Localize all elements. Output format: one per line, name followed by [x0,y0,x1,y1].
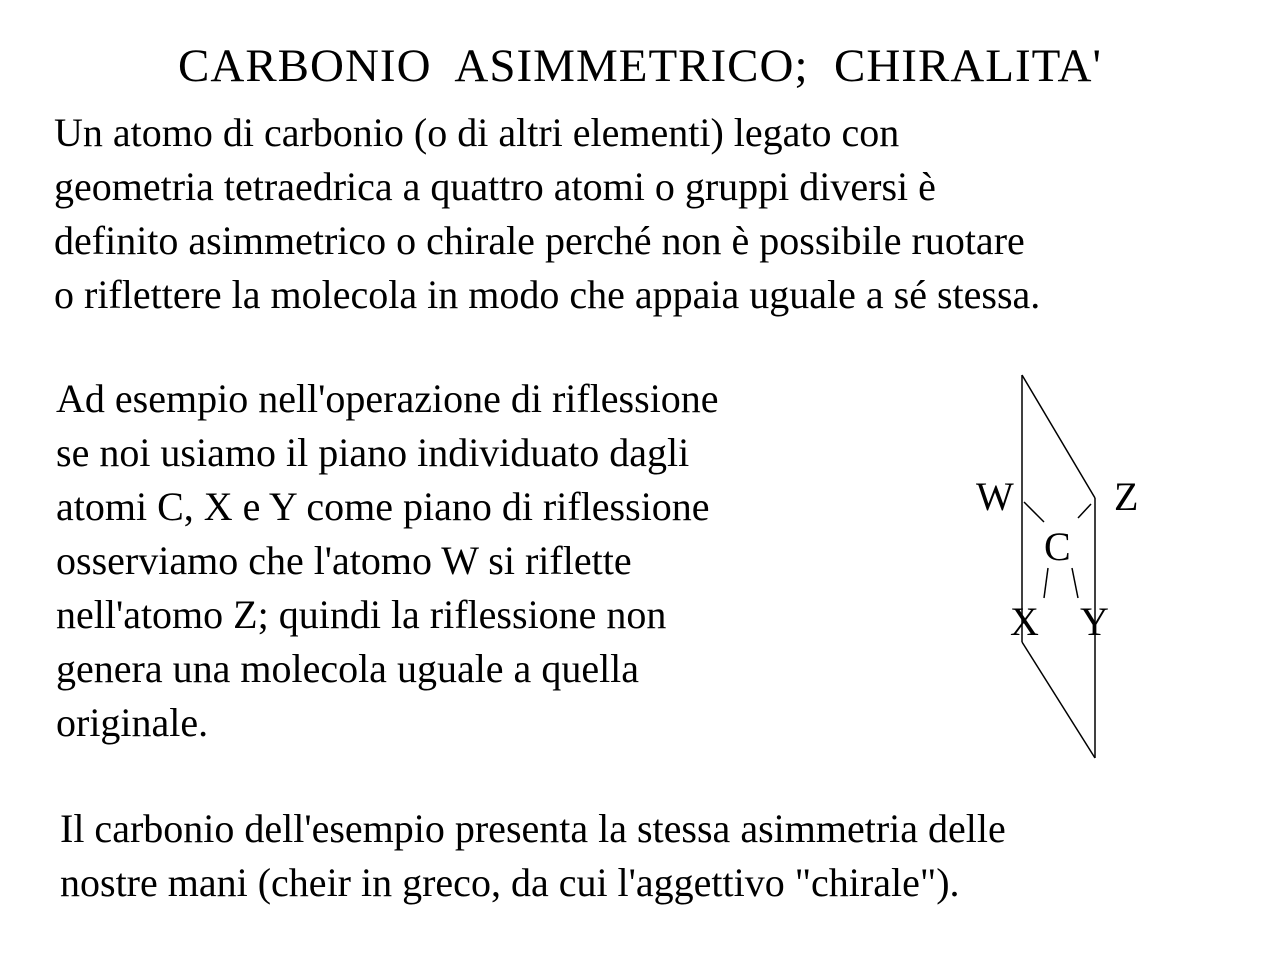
text-line: definito asimmetrico o chirale perché non è possibile ruotare [54,218,1025,263]
bond-c-y [1072,568,1078,598]
plane-edge-bottom [1022,642,1095,758]
text-line: genera una molecola uguale a quella [56,646,640,691]
text-line: geometria tetraedrica a quattro atomi o gruppi diversi è [54,164,936,209]
text-line: Il carbonio dell'esempio presenta la stessa asimmetria delle [60,806,1006,851]
bond-c-x [1044,568,1048,598]
atom-label-z: Z [1114,474,1139,519]
text-line: Un atomo di carbonio (o di altri elementi) legato con [54,110,900,155]
paragraph-hands-analogy [60,802,1006,910]
text-line: Ad esempio nell'operazione di riflessione [56,376,719,421]
atom-label-c: C [1044,524,1071,569]
paragraph-reflection-example [56,372,719,750]
text-line: nostre mani (cheir in greco, da cui l'aggettivo "chirale"). [60,860,960,905]
atom-label-w: W [976,474,1014,519]
paragraph-definition [54,106,1040,322]
text-line: atomi C, X e Y come piano di riflessione [56,484,710,529]
text-line: osserviamo che l'atomo W si riflette [56,538,632,583]
atom-label-y: Y [1080,599,1109,644]
plane-edge-top [1022,375,1095,498]
page-title: CARBONIO ASIMMETRICO; CHIRALITA' [178,40,1102,92]
bond-c-w [1024,502,1044,522]
atom-label-x: X [1010,599,1039,644]
text-line: nell'atomo Z; quindi la riflessione non [56,592,667,637]
chiral-carbon-diagram [960,370,1160,770]
text-line: o riflettere la molecola in modo che appaia uguale a sé stessa. [54,272,1041,317]
text-line: originale. [56,700,209,745]
text-line: se noi usiamo il piano individuato dagli [56,430,690,475]
bond-c-z [1078,504,1091,518]
